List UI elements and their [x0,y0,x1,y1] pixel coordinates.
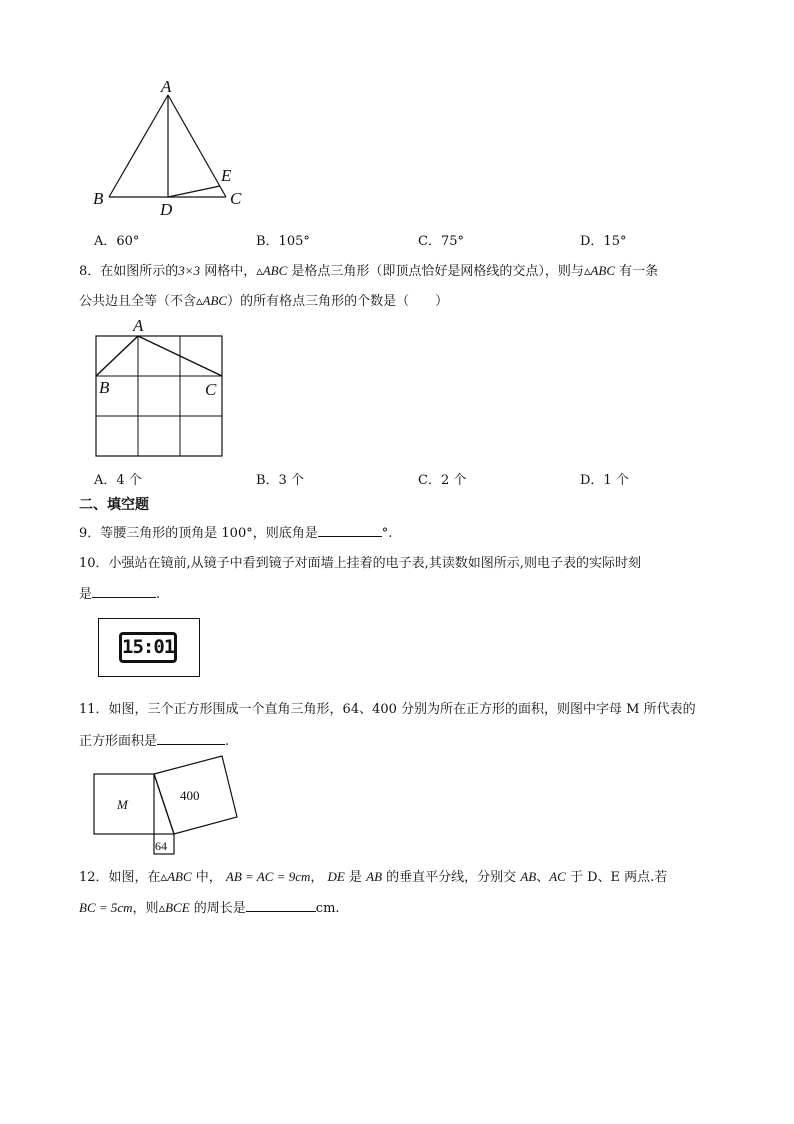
q7-options [94,230,734,248]
q10-stem-line1: 10．小强站在镜前,从镜子中看到镜子对面墙上挂着的电子表,其读数如图所示,则电子表的实际时刻 [79,556,641,571]
q9-stem: 9．等腰三角形的顶角是 100°，则底角是 °. [79,522,392,541]
q11-squares-figure [90,753,250,858]
q11-stem-line2: 正方形面积是 . [79,730,229,749]
q8-option-c: C．2 个 [418,473,467,488]
q7-label-d: D [160,200,173,216]
q8-stem-line1: 8．在如图所示的3×3 网格中，▵ABC 是格点三角形（即顶点恰好是网格线的交点），则与▵ABC 有一条 [79,263,659,279]
q8-options [94,469,734,487]
clock-digits: 15:01 [122,636,175,658]
q11-label-64: 64 [155,839,167,853]
clock-display [119,632,177,663]
q8-label-c: C [205,380,217,399]
q7-triangle-figure [85,76,255,216]
q8-option-b: B．3 个 [256,473,304,488]
q11-label-m: M [117,797,128,812]
q10-clock-figure [98,618,200,677]
q11-answer-blank[interactable] [157,730,225,745]
q7-option-c: C．75° [418,234,464,249]
q7-label-b: B [93,189,104,208]
q12-stem-line1: 12．如图，在▵ABC 中， AB = AC = 9cm， DE 是 AB 的垂直平分线，分别交 AB、AC 于 D、E 两点.若 [79,869,668,885]
q10-answer-blank[interactable] [92,583,156,598]
q11-stem-line1: 11．如图，三个正方形围成一个直角三角形，64、400 分别为所在正方形的面积，则图中字母 M 所代表的 [79,702,696,717]
q8-label-b: B [99,378,110,397]
q8-option-d: D．1 个 [580,473,629,488]
q7-label-a: A [161,77,172,96]
q12-answer-blank[interactable] [246,897,316,912]
q11-label-400: 400 [180,788,200,803]
q9-answer-blank[interactable] [318,522,382,537]
q7-option-a: A．60° [94,234,140,249]
q7-option-d: D．15° [580,234,627,249]
section-title: 二、填空题 [79,497,149,513]
q7-option-b: B．105° [256,234,310,249]
q10-stem-line2: 是 . [79,583,160,602]
q8-label-a: A [133,316,144,335]
q8-grid-figure [88,316,233,461]
q8-option-a: A．4 个 [94,473,142,488]
q7-label-c: C [230,189,242,208]
q7-label-e: E [221,166,232,185]
q12-stem-line2: BC = 5cm，则▵BCE 的周长是 cm. [79,897,340,916]
q8-stem-line2: 公共边且全等（不含▵ABC）的所有格点三角形的个数是（ ） [79,293,449,309]
